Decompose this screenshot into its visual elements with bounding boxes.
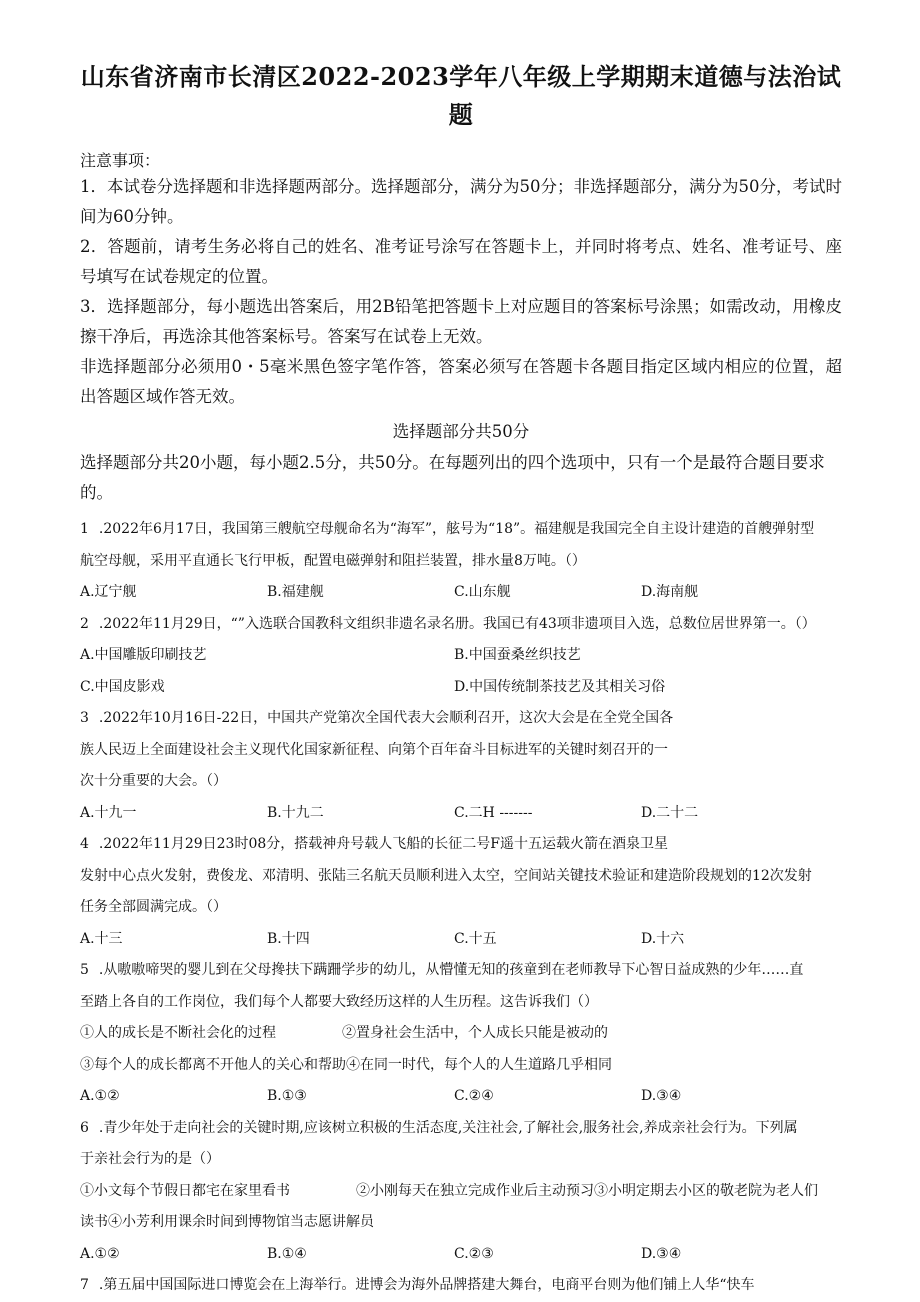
statement: ②置身社会生活中，个人成长只能是被动的 <box>342 1025 608 1041</box>
statement: ③每个人的成长都离不开他人的关心和帮助④在同一时代，每个人的人生道路几乎相同 <box>80 1056 612 1073</box>
option-a: A.①② <box>80 1245 120 1262</box>
option-d: D.十六 <box>641 930 685 947</box>
title-line-1: 山东省济南市长清区2022-2023学年八年级上学期期末道德与法治试 <box>80 62 842 91</box>
question-text-line <box>80 703 842 735</box>
question-text-line <box>80 829 842 861</box>
option-b: B.①③ <box>267 1088 307 1104</box>
notice-item-4: 非选择题部分必须用0・5毫米黑色签字笔作答，答案必须写在答题卡各题目指定区域内相应的位置，超出答题区域作答无效。 <box>80 357 842 406</box>
option-c: C.中国皮影戏 <box>80 678 165 695</box>
options-row <box>80 1239 842 1271</box>
question-text-line: 族人民迈上全面建设社会主义现代化国家新征程、向第个百年奋斗目标进军的关键时刻召开的一 <box>80 741 668 758</box>
options-row <box>80 577 842 609</box>
question-number: 6 <box>80 1119 89 1136</box>
section-title: 选择题部分共50分 <box>392 422 530 441</box>
options-row <box>80 1081 842 1113</box>
question-text-line: 任务全部圆满完成。（） <box>80 899 227 915</box>
option-b: B.十四 <box>267 930 310 947</box>
notice-item-1: 1．本试卷分选择题和非选择题两部分。选择题部分，满分为50分；非选择题部分，满分为50分，考试时间为60分钟。 <box>80 177 842 226</box>
option-d: D.中国传统制茶技艺及其相关习俗 <box>454 678 666 695</box>
notice-heading: 注意事项： <box>80 151 161 170</box>
question-text: .2022年11月29日，“”入选联合国教科文组织非遗名录名册。我国已有43项非遗项目入选，总数位居世界第一。（） <box>98 615 816 632</box>
statement: ②小刚每天在独立完成作业后主动预习③小明定期去小区的敬老院为老人们 <box>356 1182 818 1199</box>
question-text: .2022年11月29日23时08分，搭载神舟号载人飞船的长征二号F遥十五运载火箭在酒泉卫星 <box>98 836 668 852</box>
question-3 <box>80 703 842 829</box>
notice-item-2: 2．答题前，请考生务必将自己的姓名、准考证号涂写在答题卡上，并同时将考点、姓名、准考证号、座号填写在试卷规定的位置。 <box>80 237 842 286</box>
option-a: A.①② <box>80 1088 120 1104</box>
options-row <box>80 672 842 704</box>
question-text-line: 于亲社会行为的是（） <box>80 1151 220 1167</box>
statements-line <box>80 1176 842 1208</box>
option-c: C.山东舰 <box>454 584 511 600</box>
title-line-2: 题 <box>448 100 474 129</box>
question-4 <box>80 829 842 955</box>
question-2 <box>80 609 842 704</box>
option-c: C.②④ <box>454 1088 494 1104</box>
question-text-line <box>80 955 842 987</box>
option-b: B.福建舰 <box>267 584 324 600</box>
question-5 <box>80 955 842 1113</box>
option-c: C.②③ <box>454 1245 494 1262</box>
option-b: B.①④ <box>267 1245 307 1262</box>
question-text: .2022年6月17日，我国第三艘航空母舰命名为“海军”，舷号为“18”。福建舰是我国完全自主设计建造的首艘弹射型 <box>98 521 815 537</box>
question-text: .从嗷嗷啼哭的婴儿到在父母搀扶下蹒跚学步的幼儿，从懵懂无知的孩童到在老师教导下心智日益成熟的少年……直 <box>98 962 804 978</box>
question-text: .2022年10月16日-22日，中国共产党第次全国代表大会顺利召开，这次大会是在全党全国各 <box>98 710 674 726</box>
section-intro: 选择题部分共20小题，每小题2.5分，共50分。在每题列出的四个选项中，只有一个是最符合题目要求的。 <box>80 453 825 502</box>
option-c: C.十五 <box>454 930 497 947</box>
question-text-line: 至踏上各自的工作岗位，我们每个人都要大致经历这样的人生历程。这告诉我们（） <box>80 993 598 1010</box>
question-number: 4 <box>80 836 89 852</box>
exam-title <box>80 0 842 134</box>
question-text-line: 发射中心点火发射，费俊龙、邓清明、张陆三名航天员顺利进入太空，空间站关键技术验证和建造阶段规划的12次发射 <box>80 867 812 884</box>
question-1 <box>80 514 842 609</box>
option-a: A.辽宁舰 <box>80 584 137 600</box>
question-number: 7 <box>80 1277 89 1293</box>
question-7 <box>80 1270 842 1302</box>
notice-item-3: 3．选择题部分，每小题选出答案后，用2B铅笔把答题卡上对应题目的答案标号涂黑；如需改动，用橡皮擦干净后，再选涂其他答案标号。答案写在试卷上无效。 <box>80 297 842 346</box>
option-d: D.③④ <box>641 1088 682 1104</box>
question-text-line <box>80 514 842 546</box>
option-a: A.中国雕版印刷技艺 <box>80 647 207 663</box>
question-number: 2 <box>80 615 89 632</box>
question-text: .青少年处于走向社会的关键时期,应该树立积极的生活态度,关注社会,了解社会,服务社会,养成亲社会行为。下列属 <box>98 1119 798 1136</box>
options-row <box>80 924 842 956</box>
question-text: .第五届中国国际进口博览会在上海举行。进博会为海外品牌搭建大舞台，电商平台则为他们铺上人华“快车 <box>98 1277 755 1293</box>
option-a: A.十三 <box>80 930 123 947</box>
question-6 <box>80 1113 842 1271</box>
statement: ①人的成长是不断社会化的过程 <box>80 1025 276 1041</box>
option-a: A.十九一 <box>80 804 137 821</box>
option-b: B.十九二 <box>267 804 324 821</box>
question-text-line <box>80 1113 842 1145</box>
question-text-line: 航空母舰，采用平直通长飞行甲板，配置电磁弹射和阻拦装置，排水量8万吨。（） <box>80 552 586 569</box>
question-text-line <box>80 1270 842 1302</box>
option-b: B.中国蚕桑丝织技艺 <box>454 647 581 663</box>
question-number: 1 <box>80 521 89 537</box>
statement: 读书④小芳利用课余时间到博物馆当志愿讲解员 <box>80 1214 374 1230</box>
option-d: D.二十二 <box>641 804 699 821</box>
option-d: D.海南舰 <box>641 584 699 600</box>
statement: ①小文每个节假日都宅在家里看书 <box>80 1182 290 1199</box>
statements-line <box>80 1018 842 1050</box>
question-number: 3 <box>80 710 89 726</box>
question-text-line: 次十分重要的大会。（） <box>80 773 227 789</box>
option-c: C.二H ------- <box>454 804 533 821</box>
options-row <box>80 640 842 672</box>
options-row <box>80 798 842 830</box>
question-text-line <box>80 609 842 641</box>
question-number: 5 <box>80 962 89 978</box>
option-d: D.③④ <box>641 1245 682 1262</box>
